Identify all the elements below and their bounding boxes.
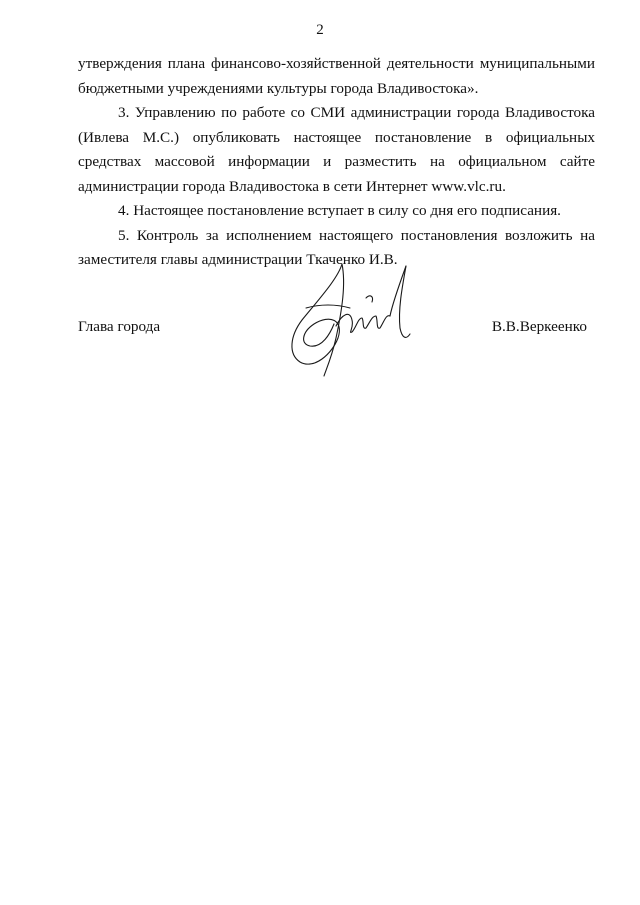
page-number: 2 <box>316 22 324 38</box>
document-body <box>78 52 595 273</box>
paragraph-item-5: 5. Контроль за исполнением настоящего постановления возложить на заместителя главы администрации Ткаченко И.В. <box>78 226 595 268</box>
paragraph-continuation: утверждения плана финансово-хозяйственной деятельности муниципальными бюджетными учреждениями культуры города Владивостока». <box>78 55 595 97</box>
paragraph-item-4: 4. Настоящее постановление вступает в силу со дня его подписания. <box>118 202 561 219</box>
position-title: Глава города <box>78 318 161 335</box>
signatory-name: В.В.Веркеенко <box>491 318 587 335</box>
handwritten-signature <box>280 258 420 378</box>
paragraph-item-3: 3. Управлению по работе со СМИ администрации города Владивостока (Ивлева М.С.) опубликовать настоящее постановление в официальных средствах массовой информации и разместить на официальном сайте администрации города Владивостока в сети Интернет www.vlc.ru. <box>78 104 595 195</box>
